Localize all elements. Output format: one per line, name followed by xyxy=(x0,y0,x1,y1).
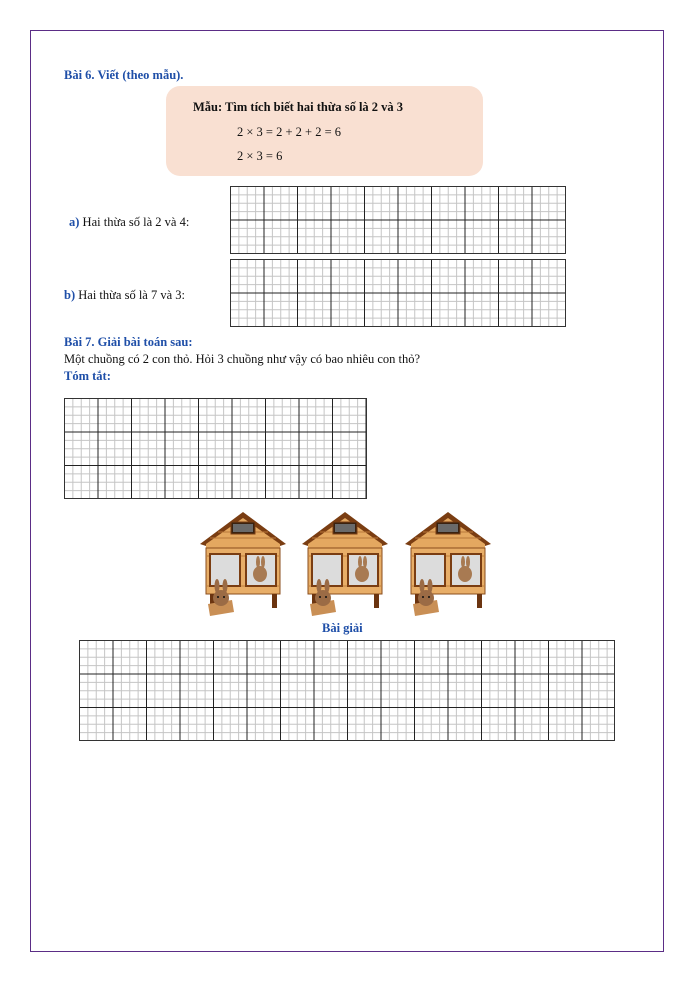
bai6-title: Bài 6. Viết (theo mẫu). xyxy=(64,68,184,82)
part-b-letter: b) xyxy=(64,288,76,302)
part-a-label xyxy=(69,215,189,230)
rabbit-hutch-icon xyxy=(401,508,495,620)
answer-grid-b[interactable] xyxy=(230,259,566,327)
rabbit-hutch-icon xyxy=(196,508,290,620)
part-a-letter: a) xyxy=(69,215,80,229)
bai7-problem: Một chuồng có 2 con thỏ. Hỏi 3 chuồng như vậy có bao nhiêu con thỏ? xyxy=(64,352,421,366)
solution-grid[interactable] xyxy=(79,640,615,741)
bai7-title: Bài 7. Giải bài toán sau: xyxy=(64,335,193,349)
rabbit-hutch-icon xyxy=(298,508,392,620)
sample-box xyxy=(166,86,483,176)
sample-line-1: 2 × 3 = 2 + 2 + 2 = 6 xyxy=(237,125,341,139)
summary-grid[interactable] xyxy=(64,398,367,499)
part-b-label xyxy=(64,288,185,303)
part-a-text: Hai thừa số là 2 và 4: xyxy=(79,215,190,229)
part-b-text: Hai thừa số là 7 và 3: xyxy=(75,288,186,302)
sample-line-2: 2 × 3 = 6 xyxy=(237,149,283,163)
sample-heading: Mẫu: Tìm tích biết hai thừa số là 2 và 3 xyxy=(193,100,404,114)
summary-label: Tóm tắt: xyxy=(64,369,111,383)
answer-grid-a[interactable] xyxy=(230,186,566,254)
solution-label: Bài giải xyxy=(322,621,363,635)
